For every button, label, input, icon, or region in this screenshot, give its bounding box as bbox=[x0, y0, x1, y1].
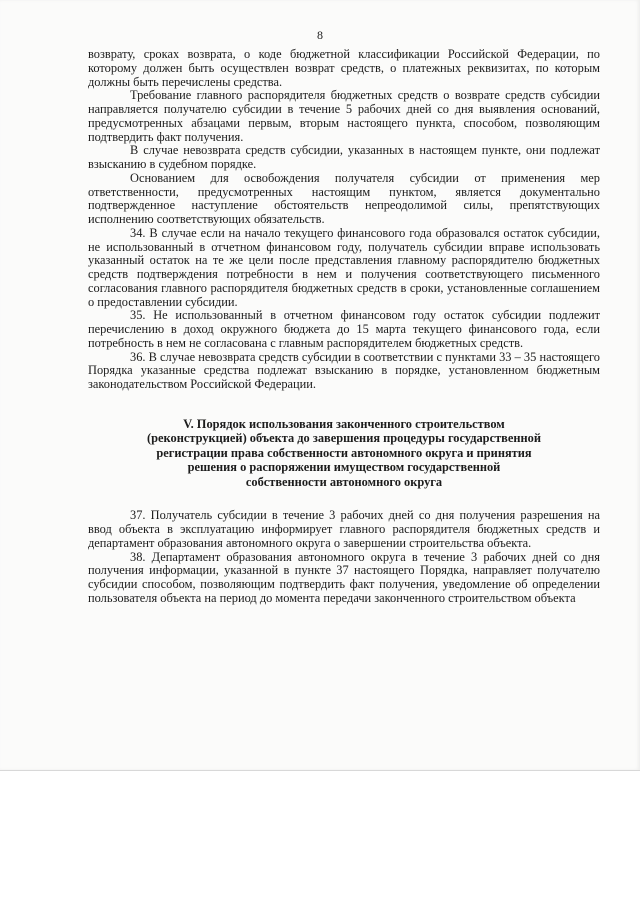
page-number: 8 bbox=[317, 28, 323, 42]
paragraph-item-36: 36. В случае невозврата средств субсидии в соответствии с пунктами 33 – 35 настоящего Порядка указанные средства подлежат взысканию в порядке, установленном бюджетным законодательством Российской Федерации. bbox=[88, 349, 600, 391]
paragraphs-after-heading bbox=[88, 509, 600, 605]
paragraph-item-37: 37. Получатель субсидии в течение 3 рабочих дней со дня получения разрешения на ввод объекта в эксплуатацию информирует главного распорядителя бюджетных средств и департамент образования автономного округа о завершении строительства объекта. bbox=[88, 508, 600, 550]
paragraph-item-34: 34. В случае если на начало текущего финансового года образовался остаток субсидии, не использованный в отчетном финансовом году, получатель субсидии вправе использовать указанный остаток на те же цели после представления главному распорядителю бюджетных средств подтверждения потребности в нем и получения соответствующего письменного согласования главного распорядителя бюджетных средств в сроки, установленные соглашением о предоставлении субсидии. bbox=[88, 225, 600, 309]
paragraph: Требование главного распорядителя бюджетных средств о возврате средств субсидии направляется получателю субсидии в течение 5 рабочих дней со дня выявления оснований, предусмотренных абзацами первым, вторым настоящего пункта, способом, позволяющим подтвердить факт получения. bbox=[88, 88, 600, 144]
paragraphs-before-heading bbox=[88, 48, 600, 392]
paragraph-item-38: 38. Департамент образования автономного округа в течение 3 рабочих дней со дня получения информации, указанной в пункте 37 настоящего Порядка, направляет получателю субсидии способом, позволяющим подтвердить факт получения, уведомление об определении пользователя объекта на период до момента передачи законченного строительством объекта bbox=[88, 549, 600, 605]
section-heading-line: (реконструкцией) объекта до завершения процедуры государственной bbox=[147, 431, 541, 446]
section-heading-line: решения о распоряжении имуществом государственной bbox=[187, 460, 501, 475]
paragraph-item-35: 35. Не использованный в отчетном финансовом году остаток субсидии подлежит перечислению в доход окружного бюджета до 15 марта текущего финансового года, если потребность в нем не согласована с главным распорядителем бюджетных средств. bbox=[88, 308, 600, 350]
section-heading-line: собственности автономного округа bbox=[245, 474, 443, 489]
document-body bbox=[88, 48, 600, 606]
paragraph: В случае невозврата средств субсидии, указанных в настоящем пункте, они подлежат взысканию в судебном порядке. bbox=[88, 143, 600, 171]
section-heading-line: V. Порядок использования законченного строительством bbox=[183, 416, 505, 431]
paragraph: Основанием для освобождения получателя субсидии от применения мер ответственности, предусмотренных настоящим пунктом, является документально подтвержденное наступление обстоятельств непреодолимой силы, препятствующих исполнению соответствующих обязательств. bbox=[88, 170, 600, 226]
section-heading-line: регистрации права собственности автономного округа и принятия bbox=[156, 445, 532, 460]
section-heading bbox=[88, 417, 600, 490]
paragraph: возврату, сроках возврата, о коде бюджетной классификации Российской Федерации, по которому должен быть осуществлен возврат средств, о платежных реквизитах, по которым должны быть перечислены средства. bbox=[88, 47, 600, 89]
